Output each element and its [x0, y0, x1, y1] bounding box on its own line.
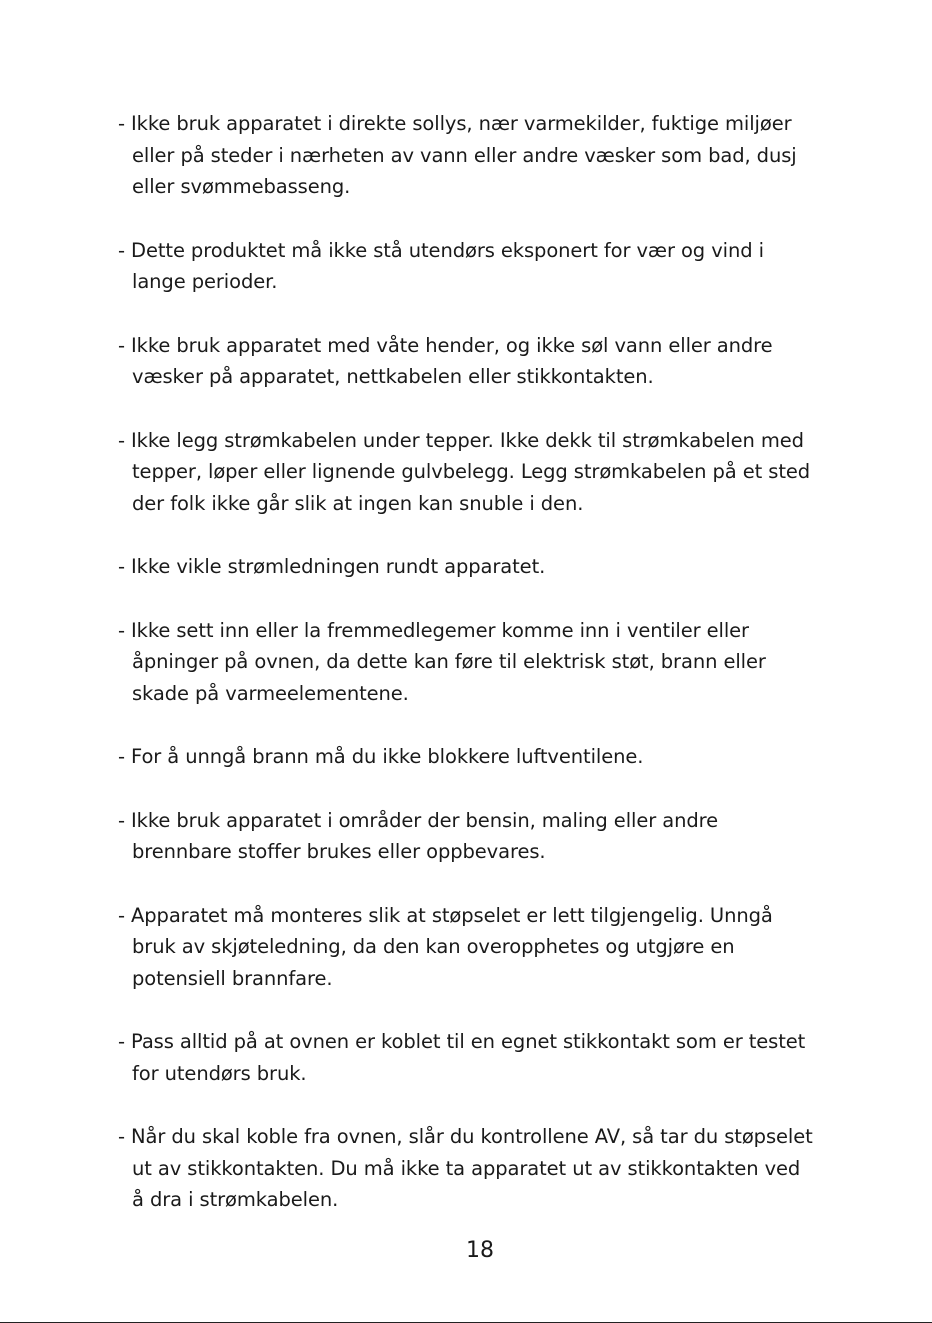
instruction-item: - Ikke bruk apparatet i direkte sollys, nær varmekilder, fuktige miljøer eller på steder i nærheten av vann eller andre væsker som bad, dusj eller svømmebasseng.: [118, 112, 797, 198]
instruction-item: - Når du skal koble fra ovnen, slår du kontrollene AV, så tar du støpselet ut av stikkontakten. Du må ikke ta apparatet ut av stikkontakten ved å dra i strømkabelen.: [118, 1125, 813, 1211]
instruction-item: - Pass alltid på at ovnen er koblet til en egnet stikkontakt som er testet for utendørs bruk.: [118, 1030, 806, 1085]
instruction-item: - Ikke bruk apparatet med våte hender, og ikke søl vann eller andre væsker på apparatet, nettkabelen eller stikkontakten.: [118, 333, 773, 388]
instruction-item: - Ikke sett inn eller la fremmedlegemer komme inn i ventiler eller åpninger på ovnen, da dette kan føre til elektrisk støt, brann eller skade på varmeelementene.: [118, 618, 766, 705]
instruction-item: - Ikke legg strømkabelen under tepper. Ikke dekk til strømkabelen med tepper, løper eller lignende gulvbelegg. Legg strømkabelen på et sted der folk ikke går slik at ingen kan snuble i den.: [118, 428, 811, 515]
page-number: 18: [466, 1238, 494, 1263]
instruction-item: - Ikke vikle strømledningen rundt apparatet.: [118, 555, 546, 578]
instruction-item: - For å unngå brann må du ikke blokkere luftventilene.: [118, 745, 644, 768]
instruction-item: - Apparatet må monteres slik at støpselet er lett tilgjengelig. Unngå bruk av skjøteledning, da den kan overopphetes og utgjøre en potensiell brannfare.: [118, 903, 773, 990]
safety-instruction-list: [118, 108, 818, 1248]
instruction-item: - Ikke bruk apparatet i områder der bensin, maling eller andre brennbare stoffer brukes eller oppbevares.: [118, 808, 719, 863]
instruction-item: - Dette produktet må ikke stå utendørs eksponert for vær og vind i lange perioder.: [118, 238, 764, 293]
